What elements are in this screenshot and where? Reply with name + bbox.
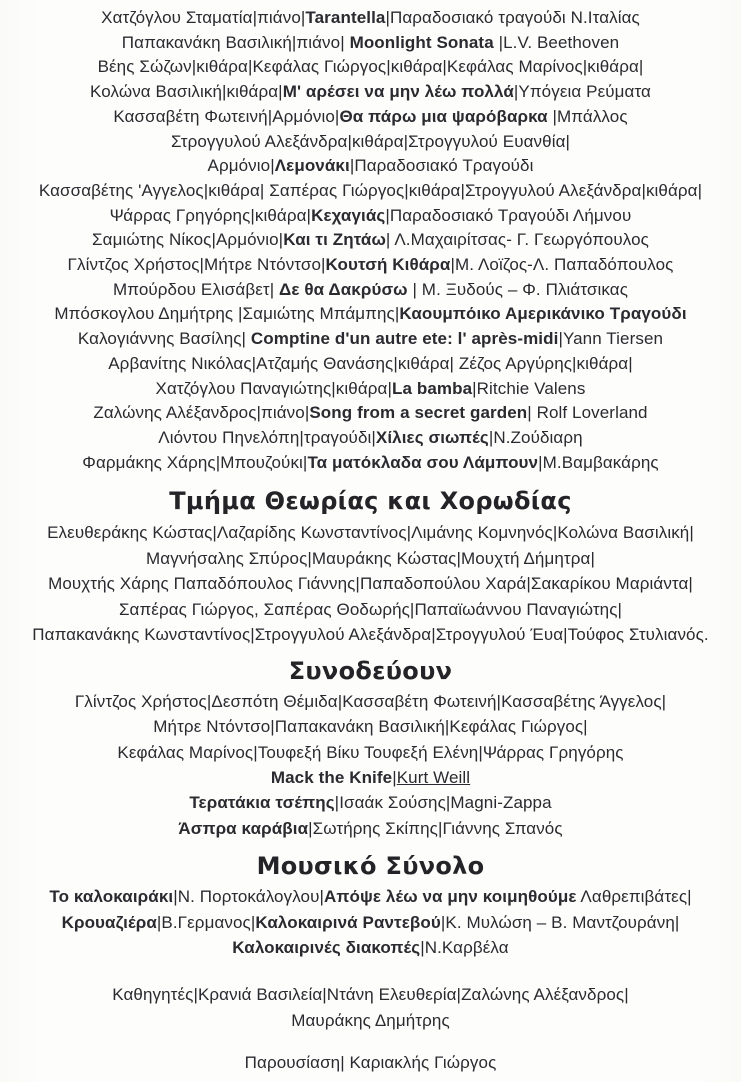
section-heading-music-ensemble: Μουσικό Σύνολο bbox=[256, 852, 485, 881]
program-text: |Ν.Καρβέλα bbox=[420, 937, 509, 957]
program-text: |Ν.Ζούδιαρη bbox=[488, 427, 583, 447]
song-title-text: Κεχαγιάς bbox=[311, 205, 386, 225]
song-title-text: Και τι Ζητάω bbox=[283, 230, 386, 250]
song-title-text: Κρουαζιέρα bbox=[61, 912, 157, 932]
song-title-text: Άσπρα καράβια bbox=[178, 818, 309, 838]
program-line bbox=[0, 740, 741, 765]
section-instrumental-program bbox=[0, 6, 741, 475]
song-title-text: Τερατάκια τσέπης bbox=[189, 793, 335, 813]
program-line bbox=[0, 278, 741, 303]
program-text: Κολώνα Βασιλική|κιθάρα| bbox=[90, 82, 283, 102]
program-line bbox=[0, 935, 741, 960]
program-text: Μαυράκης Δημήτρης bbox=[291, 1010, 450, 1030]
program-text: Στρογγυλού Αλεξάνδρα|κιθάρα|Στρογγυλού Ευανθία| bbox=[170, 131, 571, 151]
section-heading-theory-choir: Τμήμα Θεωρίας και Χορωδίας bbox=[169, 487, 572, 516]
program-text: | Λ.Μαχαιρίτσας- Γ. Γεωργόπουλος bbox=[385, 230, 649, 250]
section-music-ensemble bbox=[0, 850, 741, 960]
program-text: |Ν. Πορτοκάλογλου| bbox=[173, 887, 325, 907]
section-theory-choir bbox=[0, 485, 741, 648]
song-title-text: Το καλοκαιράκι bbox=[49, 887, 174, 907]
program-line bbox=[0, 714, 741, 739]
song-title-text: Καλοκαιρινά Ραντεβού bbox=[255, 912, 441, 932]
program-line bbox=[0, 689, 741, 714]
program-line bbox=[0, 401, 741, 426]
program-text: Χατζόγλου Παναγιώτης|κιθάρα| bbox=[155, 378, 392, 398]
program-text: Αρβανίτης Νικόλας|Ατζαμής Θανάσης|κιθάρα| Ζέζος Αργύρης|κιθάρα| bbox=[108, 353, 633, 373]
program-text: Σαμιώτης Νίκος|Αρμόνιο| bbox=[92, 230, 284, 250]
program-text: |Μ.Βαμβακάρης bbox=[538, 452, 659, 472]
program-line bbox=[0, 1051, 741, 1076]
program-text: |Παραδοσιακό τραγούδι Ν.Ιταλίας bbox=[385, 8, 640, 27]
program-line bbox=[0, 377, 741, 402]
program-line bbox=[0, 228, 741, 253]
program-line bbox=[0, 80, 741, 105]
program-text: Λιόντου Πηνελόπη|τραγούδι| bbox=[158, 427, 376, 447]
program-text: Μουχτής Χάρης Παπαδόπουλος Γιάννης|Παπαδοπούλου Χαρά|Σακαρίκου Μαριάντα| bbox=[48, 574, 693, 594]
program-line bbox=[0, 571, 741, 597]
program-line bbox=[0, 179, 741, 204]
program-text: Καλογιάννης Βασίλης| bbox=[77, 329, 251, 349]
song-title-text: Χίλιες σιωπές bbox=[375, 427, 489, 447]
composer-underlined-text: Kurt Weill bbox=[396, 768, 471, 788]
program-text: Σαπέρας Γιώργος, Σαπέρας Θοδωρής|Παπαϊωάννου Παναγιώτης| bbox=[118, 599, 623, 619]
program-text: Χατζόγλου Σταματία|πιάνο| bbox=[101, 8, 306, 27]
program-text: Βέης Σώζων|κιθάρα|Κεφάλας Γιώργος|κιθάρα|Κεφάλας Μαρίνος|κιθάρα| bbox=[97, 57, 644, 77]
program-line bbox=[0, 816, 741, 841]
program-text: |Παραδοσιακό Τραγούδι Λήμνου bbox=[385, 205, 632, 225]
program-line bbox=[0, 6, 741, 31]
song-title-text: Moonlight Sonata bbox=[349, 32, 499, 52]
program-line bbox=[0, 622, 741, 648]
song-title-text: Song from a secret garden bbox=[309, 403, 528, 423]
program-text: Ελευθεράκης Κώστας|Λαζαρίδης Κωνσταντίνος|Λιμάνης Κομνηνός|Κολώνα Βασιλική| bbox=[47, 523, 694, 543]
program-line bbox=[0, 597, 741, 623]
song-title-text: Απόψε λέω να μην κοιμηθούμε bbox=[324, 887, 577, 907]
program-line bbox=[0, 426, 741, 451]
program-line bbox=[0, 790, 741, 815]
program-text: |Β.Γερμανος| bbox=[156, 912, 256, 932]
program-line bbox=[0, 546, 741, 572]
program-text: |L.V. Beethoven bbox=[498, 32, 620, 52]
song-title-text: Comptine d'un autre ete: l' après-midi bbox=[250, 329, 559, 349]
program-text: |Υπόγεια Ρεύματα bbox=[513, 82, 651, 102]
program-line bbox=[0, 982, 741, 1008]
song-title-text: Καουμπόικο Αμερικάνικο Τραγούδι bbox=[399, 304, 687, 324]
song-title-text: Μ' αρέσει να μην λέω πολλά bbox=[282, 82, 514, 102]
program-text: Γλίντζος Χρήστος|Δεσπότη Θέμιδα|Κασσαβέτη Φωτεινή|Κασσαβέτης Άγγελος| bbox=[74, 691, 667, 711]
program-text: Κεφάλας Μαρίνος|Τουφεξή Βίκυ Τουφεξή Ελένη|Ψάρρας Γρηγόρης bbox=[117, 742, 624, 762]
program-line bbox=[0, 327, 741, 352]
program-text: Φαρμάκης Χάρης|Μπουζούκι| bbox=[82, 452, 308, 472]
song-title-text: Δε θα Δακρύσω bbox=[279, 279, 408, 299]
song-title-text: Καλοκαιρινές διακοπές bbox=[232, 937, 421, 957]
program-text: |Ritchie Valens bbox=[472, 378, 586, 398]
song-title-text: Mack the Knife bbox=[270, 768, 393, 788]
program-text: |Μ. Λοϊζος-Λ. Παπαδόπουλος bbox=[450, 255, 674, 275]
program-text: | Μ. Ξυδούς – Φ. Πλιάτσικας bbox=[407, 279, 629, 299]
song-title-text: Λεμονάκι bbox=[274, 156, 350, 176]
program-text: |Μπάλλος bbox=[552, 106, 628, 126]
program-text: Γλίντζος Χρήστος|Μήτρε Ντόντσο| bbox=[67, 255, 326, 275]
program-text: Λαθρεπιβάτες| bbox=[576, 887, 692, 907]
program-line bbox=[0, 105, 741, 130]
program-text: |Παραδοσιακό Τραγούδι bbox=[349, 156, 534, 176]
program-line bbox=[0, 302, 741, 327]
section-presentation bbox=[0, 1051, 741, 1076]
program-text: |Κ. Μυλώση – Β. Μαντζουράνη| bbox=[440, 912, 680, 932]
program-line bbox=[0, 253, 741, 278]
program-text: Παπακανάκης Κωνσταντίνος|Στρογγυλού Αλεξάνδρα|Στρογγυλού Έυα|Τούφος Στυλιανός. bbox=[32, 625, 709, 645]
program-text: Παρουσίαση| Καριακλής Γιώργος bbox=[244, 1053, 497, 1073]
program-line bbox=[0, 154, 741, 179]
program-line bbox=[0, 130, 741, 155]
song-title-text: Τα ματόκλαδα σου Λάμπουν bbox=[307, 452, 539, 472]
program-line bbox=[0, 765, 741, 790]
program-text: | Rolf Loverland bbox=[527, 403, 648, 423]
song-title-text: Tarantella bbox=[305, 8, 386, 27]
program-text: Ψάρρας Γρηγόρης|κιθάρα| bbox=[109, 205, 312, 225]
program-text: Μαγνήσαλης Σπύρος|Μαυράκης Κώστας|Μουχτή Δήμητρα| bbox=[146, 548, 595, 568]
program-line bbox=[0, 520, 741, 546]
program-text: Μήτρε Ντόντσο|Παπακανάκη Βασιλική|Κεφάλας Γιώργος| bbox=[153, 717, 588, 737]
program-text: |Yann Tiersen bbox=[558, 329, 664, 349]
program-text: Παπακανάκη Βασιλική|πιάνο| bbox=[121, 32, 350, 52]
song-title-text: La bamba bbox=[391, 378, 473, 398]
program-text: Μπούρδου Ελισάβετ| bbox=[112, 279, 280, 299]
program-text: Μπόσκογλου Δημήτρης |Σαμιώτης Μπάμπης| bbox=[54, 304, 400, 324]
program-line bbox=[0, 55, 741, 80]
song-title-text: Θα πάρω μια ψαρόβαρκα bbox=[339, 106, 553, 126]
program-line bbox=[0, 352, 741, 377]
section-teachers bbox=[0, 982, 741, 1033]
program-line bbox=[0, 204, 741, 229]
program-line bbox=[0, 884, 741, 909]
program-text: Ζαλώνης Αλέξανδρος|πιάνο| bbox=[93, 403, 310, 423]
program-text: Κασσαβέτης 'Αγγελος|κιθάρα| Σαπέρας Γιώργος|κιθάρα|Στρογγυλού Αλεξάνδρα|κιθάρα| bbox=[38, 180, 703, 200]
section-heading-accompanists: Συνοδεύουν bbox=[288, 656, 453, 685]
program-line bbox=[0, 1008, 741, 1034]
program-text: Κασσαβέτη Φωτεινή|Αρμόνιο| bbox=[113, 106, 340, 126]
program-text: |Ισαάκ Σούσης|Magni-Zappa bbox=[334, 793, 552, 813]
program-text: Αρμόνιο| bbox=[207, 156, 275, 176]
program-line bbox=[0, 31, 741, 56]
program-text: | bbox=[392, 768, 397, 788]
section-accompanists bbox=[0, 655, 741, 841]
program-text: |Σωτήρης Σκίπης|Γιάννης Σπανός bbox=[308, 818, 563, 838]
program-line bbox=[0, 910, 741, 935]
program-line bbox=[0, 451, 741, 476]
program-text: Καθηγητές|Κρανιά Βασιλεία|Ντάνη Ελευθερία|Ζαλώνης Αλέξανδρος| bbox=[112, 985, 629, 1005]
song-title-text: Κουτσή Κιθάρα bbox=[325, 255, 451, 275]
